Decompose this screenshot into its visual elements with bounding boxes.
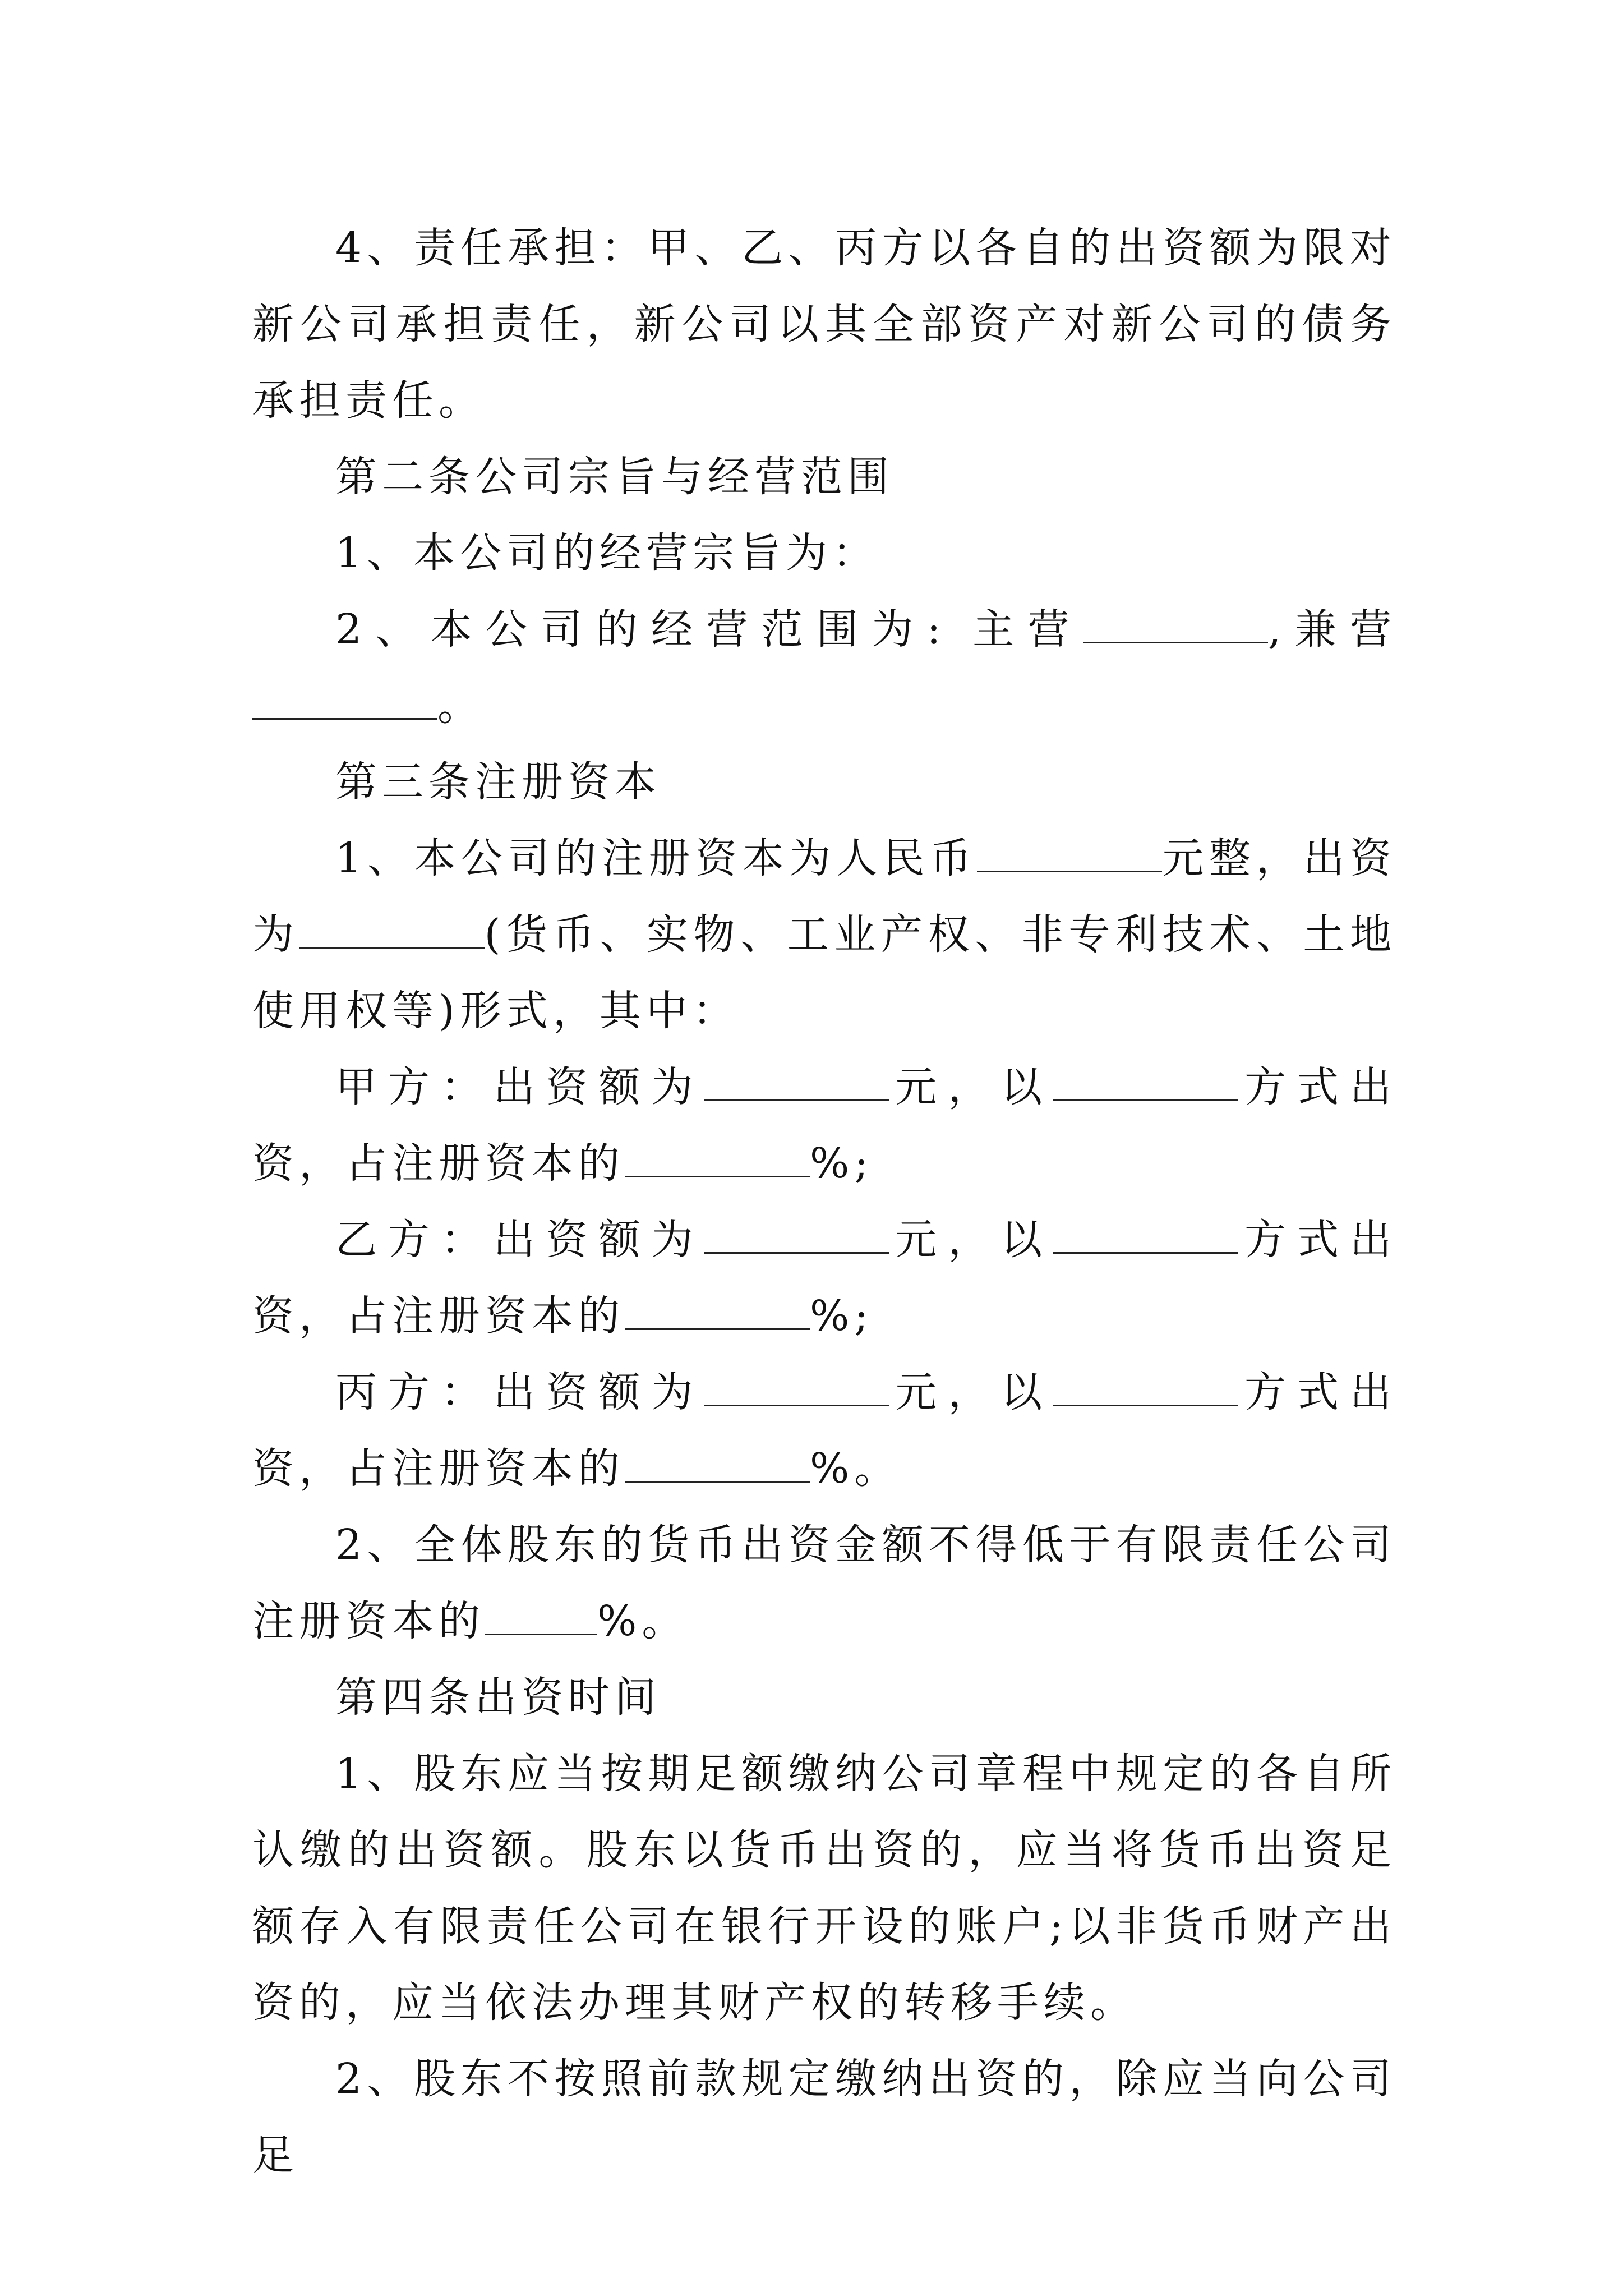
- article-4-heading: 第四条出资时间: [335, 1673, 661, 1722]
- fill-blank-line: [625, 1291, 810, 1330]
- fill-blank-line: [704, 1215, 889, 1254]
- clause-cash-contribution-minimum: [252, 1507, 1396, 1659]
- text-segment: 2、全体股东的货币出资金额不得低于有限责任公司注册资本的: [252, 1521, 1396, 1645]
- text-segment: %。: [597, 1597, 689, 1645]
- document-body: [252, 210, 1396, 2193]
- fill-blank-line: [704, 1368, 889, 1406]
- clause-registered-capital: [252, 820, 1396, 1049]
- clause-default-contribution: 2、股东不按照前款规定缴纳出资的，除应当向公司足: [252, 2055, 1396, 2179]
- text-segment: 。: [437, 682, 484, 730]
- text-segment: %。: [810, 1444, 901, 1493]
- party-c-contribution: [252, 1354, 1396, 1507]
- fill-blank-line: [704, 1062, 889, 1101]
- text-segment: 丙方：出资额为: [335, 1368, 704, 1416]
- text-segment: ,兼营: [1267, 605, 1396, 654]
- text-segment: 元，以: [889, 1063, 1054, 1111]
- party-b-contribution: [252, 1202, 1396, 1354]
- text-segment: (货币、实物、工业产权、非专利技术、土地使用权等)形式，其中：: [252, 910, 1396, 1035]
- fill-blank-line: [625, 1444, 810, 1483]
- fill-blank-line: [252, 681, 437, 720]
- clause-business-scope: [252, 591, 1396, 744]
- clause-liability: 4、责任承担：甲、乙、丙方以各自的出资额为限对新公司承担责任，新公司以其全部资产对新公司的债务承担责任。: [252, 224, 1396, 425]
- fill-blank-line: [485, 1596, 597, 1635]
- text-segment: 方式出资，占注册资本的: [252, 1063, 1397, 1188]
- fill-blank-line: [1053, 1368, 1238, 1406]
- party-a-contribution: [252, 1049, 1396, 1202]
- text-segment: 元整，出资为: [252, 834, 1396, 959]
- fill-blank-line: [1053, 1215, 1238, 1254]
- fill-blank-line: [977, 834, 1162, 872]
- text-segment: 元，以: [889, 1368, 1054, 1416]
- text-segment: %;: [810, 1292, 874, 1340]
- fill-blank-line: [1083, 605, 1268, 643]
- text-segment: 方式出资，占注册资本的: [252, 1216, 1397, 1340]
- text-segment: 甲方：出资额为: [335, 1063, 704, 1111]
- text-segment: 2、本公司的经营范围为: 主营: [335, 605, 1083, 654]
- clause-payment-deadline: 1、股东应当按期足额缴纳公司章程中规定的各自所认缴的出资额。股东以货币出资的，应当将货币出资足额存入有限责任公司在银行开设的账户;以非货币财产出资的，应当依法办理其财产权的转移手续。: [252, 1750, 1396, 2027]
- fill-blank-line: [299, 910, 485, 949]
- clause-business-purpose: 1、本公司的经营宗旨为：: [335, 529, 879, 577]
- text-segment: 乙方：出资额为: [335, 1216, 704, 1264]
- text-segment: 1、本公司的注册资本为人民币: [335, 834, 977, 882]
- fill-blank-line: [625, 1139, 810, 1177]
- text-segment: 元，以: [889, 1216, 1054, 1264]
- text-segment: 方式出资，占注册资本的: [252, 1368, 1397, 1493]
- article-2-heading: 第二条公司宗旨与经营范围: [335, 453, 894, 501]
- fill-blank-line: [1053, 1062, 1238, 1101]
- text-segment: %;: [810, 1139, 874, 1188]
- article-3-heading: 第三条注册资本: [335, 758, 661, 806]
